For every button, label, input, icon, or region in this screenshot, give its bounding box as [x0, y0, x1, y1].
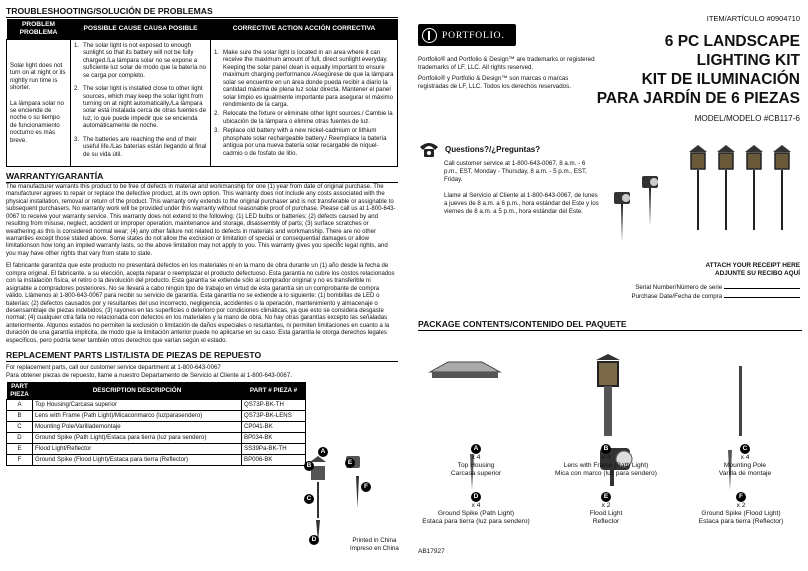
problem-es: La lámpara solar no se enciende de noche o su tiempo de funcionamiento nocturno es más breve. — [10, 99, 64, 144]
col-problem: PROBLEM PROBLEMA — [7, 19, 71, 40]
serial-label: Serial Number/Número de serie — [635, 284, 723, 291]
problem-en: Solar light does not turn on at night or its nightly run time is shorter. — [10, 61, 66, 92]
cause-item: 2. The solar light is installed close to other light sources, which may keep the solar light from turning on at night automatically./La lámpara solar está instalada cerca de otras fuentes de luz, lo que puede impedir que se encienda automáticamente de noche. — [74, 85, 206, 130]
problem-cell — [7, 40, 71, 167]
parts-intro: For replacement parts, call our customer service department at 1-800-643-0067 Para obtener piezas de repuesto, llame a nuestro Departamento de Servicio al Cliente al 1-800-643-0067. — [6, 364, 292, 379]
receipt-title: ATTACH YOUR RECEIPT HERE ADJUNTE SU RECIBO AQUÍ — [705, 262, 800, 278]
pkg-item-c: C x 4 Mounting Pole Varilla de montaje — [718, 445, 772, 478]
table-row: C Mounting Pole/Varillademontaje CP041-BK — [7, 421, 306, 432]
table-row: D Ground Spike (Path Light)/Estaca para tierra (luz para sendero) BP034-BK — [7, 432, 306, 443]
badge-b: B — [304, 461, 314, 471]
receipt-fields — [600, 284, 800, 302]
date-label: Purchase Date/Fecha de compra — [631, 292, 723, 300]
path-light-pole — [725, 170, 727, 230]
product-photo — [600, 140, 800, 250]
product-lamps-illustration — [600, 140, 800, 250]
cause-cell — [71, 40, 211, 167]
action-item: 2. Relocate the fixture or eliminate other light sources./ Cambie la ubicación de la lámpara o elimine otras fuentes de luz. — [214, 110, 393, 125]
flood-light-spike — [621, 204, 623, 242]
col-desc: DESCRIPTION DESCRIPCIÓN — [33, 382, 242, 399]
table-row: B Lens with Frame (Path Light)/Micaconmarco (luzparasendero) QS73P-BK-LENS — [7, 410, 306, 421]
pkg-item-f: F x 2 Ground Spike (Flood Light) Estaca para tierra (Reflector) — [698, 493, 784, 526]
cause-item: 3. The batteries are reaching the end of their useful life./Las baterías están llegando al final de su vida útil. — [74, 135, 207, 158]
path-light-lens — [747, 153, 761, 169]
badge-d: D — [309, 535, 319, 545]
badge-a: A — [318, 447, 328, 457]
exploded-diagram — [304, 450, 400, 560]
parts-title: REPLACEMENT PARTS LIST/LISTA DE PIEZAS DE REPUESTO — [6, 350, 398, 362]
questions-title: Questions?/¿Preguntas? — [445, 145, 541, 154]
document-code: AB17927 — [418, 548, 445, 555]
top-housing-icon — [430, 362, 500, 372]
trademark-text: Portfolio® and Portfolio & Design™ are trademarks or registered trademarks of LF, LLC. All rights reserved. Portfolio® y Portfolio & Design™ son marcas o marcas registradas de LF, LLC. Todos los derechos reservados. — [418, 56, 595, 91]
path-light-lens — [691, 153, 705, 169]
table-row: F Ground Spike (Flood Light)/Estaca para tierra (Reflector) BP006-BK — [7, 454, 306, 465]
mounting-pole-icon — [739, 366, 742, 436]
cause-item: 1. The solar light is not exposed to enough sunlight so that its battery will not be fully charged./La lámpara solar no se expone a suficiente luz solar de modo que la batería no se carga por completo. — [74, 42, 206, 79]
package-title: PACKAGE CONTENTS/CONTENIDO DEL PAQUETE — [418, 319, 802, 331]
troubleshooting-table — [6, 19, 398, 167]
col-partno: PART # PIEZA # — [242, 382, 306, 399]
warranty-text — [6, 184, 398, 345]
model-number: MODEL/MODELO #CB117-6 — [694, 114, 800, 123]
action-item: 1. Make sure the solar light is located in an area where it can receive the maximum amount of full, direct sunlight everyday. Keeping the solar panel clean is equally important to ensure maximum charging performance./Asegúrese de que la lámpara solar se encuentre en un área donde pueda recibir a diario la cantidad máxima de plena luz solar directa. Mantener el panel solar limpio es igualmente importante para asegurar el máximo rendimiento de la carga. — [214, 49, 394, 109]
table-row: E Flood Light/Reflector SS39Pa-BK-TH — [7, 443, 306, 454]
path-light-top — [773, 145, 791, 152]
path-light-top — [717, 145, 735, 152]
table-row: A Top Housing/Carcasa superior QS73P-BK-TH — [7, 399, 306, 410]
serial-line — [724, 288, 800, 289]
path-light-pole — [697, 170, 699, 230]
parts-table — [6, 382, 306, 465]
action-item: 3. Replace old battery with a new nickel-cadmium or lithium phosphate solar rechargeable battery./ Reemplace la batería antigua por una nueva batería solar recargable de níquel-cadmio o de fosfato de litio. — [214, 127, 387, 157]
flood-spike-shape — [356, 476, 359, 508]
path-light-lens — [719, 153, 733, 169]
top-housing-base-icon — [432, 372, 498, 378]
path-light-top — [689, 145, 707, 152]
logo-icon — [422, 28, 437, 43]
badge-f: F — [361, 482, 371, 492]
pkg-item-d: D x 4 Ground Spike (Path Light) Estaca para tierra (luz para sendero) — [422, 493, 530, 526]
item-number: ITEM/ARTÍCULO #0904710 — [706, 14, 800, 23]
lens-stem-icon — [604, 386, 612, 436]
col-action: CORRECTIVE ACTION ACCIÓN CORRECTIVA — [211, 19, 398, 40]
lens-frame-icon — [598, 362, 618, 386]
lens-top-icon — [596, 354, 620, 360]
path-light-lens — [775, 153, 789, 169]
pkg-item-a: A x 4 Top Housing Carcasa superior — [450, 445, 502, 478]
badge-e: E — [345, 458, 355, 468]
pole-shape — [317, 482, 319, 518]
col-part: PART PIEZA — [7, 382, 33, 399]
warranty-title: WARRANTY/GARANTÍA — [6, 171, 398, 183]
flood-light-lens — [622, 194, 630, 202]
pkg-item-e: E x 2 Flood Light Reflector — [589, 493, 623, 526]
questions-text: Call customer service at 1-800-643-0067, 8 a.m. - 6 p.m., EST, Monday - Thursday, 8 a.m. - 5 p.m., EST, Friday. Llame al Servicio al Cliente al 1-800-643-0067, de lunes a jueves de 8 a.m. a 6 p.m., hora estándar del Este y los viernes de 8 a.m. a 5 p.m., hora estándar del Este. — [444, 160, 599, 216]
path-light-top — [745, 145, 763, 152]
brand-logo — [418, 24, 516, 46]
path-light-pole — [781, 170, 783, 230]
date-line — [724, 297, 800, 298]
path-light-pole — [753, 170, 755, 230]
badge-c: C — [304, 494, 314, 504]
flood-light-spike — [649, 188, 651, 226]
col-cause: POSSIBLE CAUSE CAUSA POSIBLE — [71, 19, 211, 40]
flood-light-lens — [650, 178, 658, 186]
brand-name: PORTFOLIO. — [442, 29, 505, 41]
phone-icon — [418, 139, 440, 159]
troubleshooting-title: TROUBLESHOOTING/SOLUCIÓN DE PROBLEMAS — [6, 6, 398, 18]
printed-in: Printed in China Impreso en China — [350, 537, 399, 553]
pkg-item-b: B x 4 Lens with Frame (Path Light) Mica con marco (luz para sendero) — [555, 445, 657, 478]
page-title: 6 PC LANDSCAPE LIGHTING KIT KIT DE ILUMINACIÓN PARA JARDÍN DE 6 PIEZAS — [596, 33, 800, 107]
warranty-en: The manufacturer warrants this product to be free of defects in material and workmanship for one (1) year from date of original purchase. The manufacturer agrees to repair or replace the defective product, at its own option. This warranty does not include any costs associated with the physical installation, removal or return of the product. This warranty only extends to the original purchaser and is not transferable or assignable to subsequent purchasers. No warranty work will be provided under this warranty without reasonable proof of purchase. Please call us at 1-800-643-0067 to receive your warranty service. This warranty does not extend to the following: (1) LED bulbs or batteries; (2) defects caused by and resulting from misuse, neglect, accident or improper operation, maintenance and storage, disassembly of parts; (3) surface scratches or weathering as this is considered normal wear; (4) any other failure not related to defects in materials and workmanship. There are no other warranties except those stated above. Some states do not allow the exclusion or limitation of special or consequential damages or allow limitationson how long an implied warranty lasts, so the above limitation may not apply to you. This warranty gives you specific legal rights, and you may have other rights that vary from state to state. — [6, 183, 396, 257]
left-page — [6, 6, 398, 466]
action-cell — [211, 40, 398, 167]
warranty-es: El fabricante garantiza que este producto no presentará defectos en los materiales ni en la mano de obra durante un (1) año desde la fecha de compra original. El fabricante, a su elección, acepta reparar o reemplazar el producto defectuoso. Esta garantía no cubre los costos relacionados con la instalación física, el retiro o la devolución del producto. Esta garantía se extiende sólo al comprador original y no es transferible ni asignable a compradores posteriores. No se llevará a cabo ningún tipo de trabajo en virtud de esta garantía sin un comprobante de compra válido. Llámenos al 1-800-643-0067 para recibir su servicio de garantía. Esta garantía no se extiende a lo siguiente: (1) bombillas de LED o baterías; (2) defectos causados por y resultantes del uso incorrecto, negligencia, accidentes o la operación, mantenimiento y almacenaje o desensamblaje de piezas indebidos; (3) rayones en las superficies o deterioro por condiciones climáticas, ya que esto se considera desgaste normal; (4) cualquier otra falla no relacionada con defectos en los materiales y la mano de obra. No hay otras garantías excepto las señaladas anteriormente. Algunos estados no permiten la exclusión o limitación de daños especiales o resultantes, ni permiten limitaciones en cuanto a la duración de una garantía implícita, de modo que la limitación anterior puede no aplicarse en su caso. Esta garantía le otorga derechos legales específicos, pero podría tener también otros derechos que varían según el estado. — [6, 263, 395, 344]
